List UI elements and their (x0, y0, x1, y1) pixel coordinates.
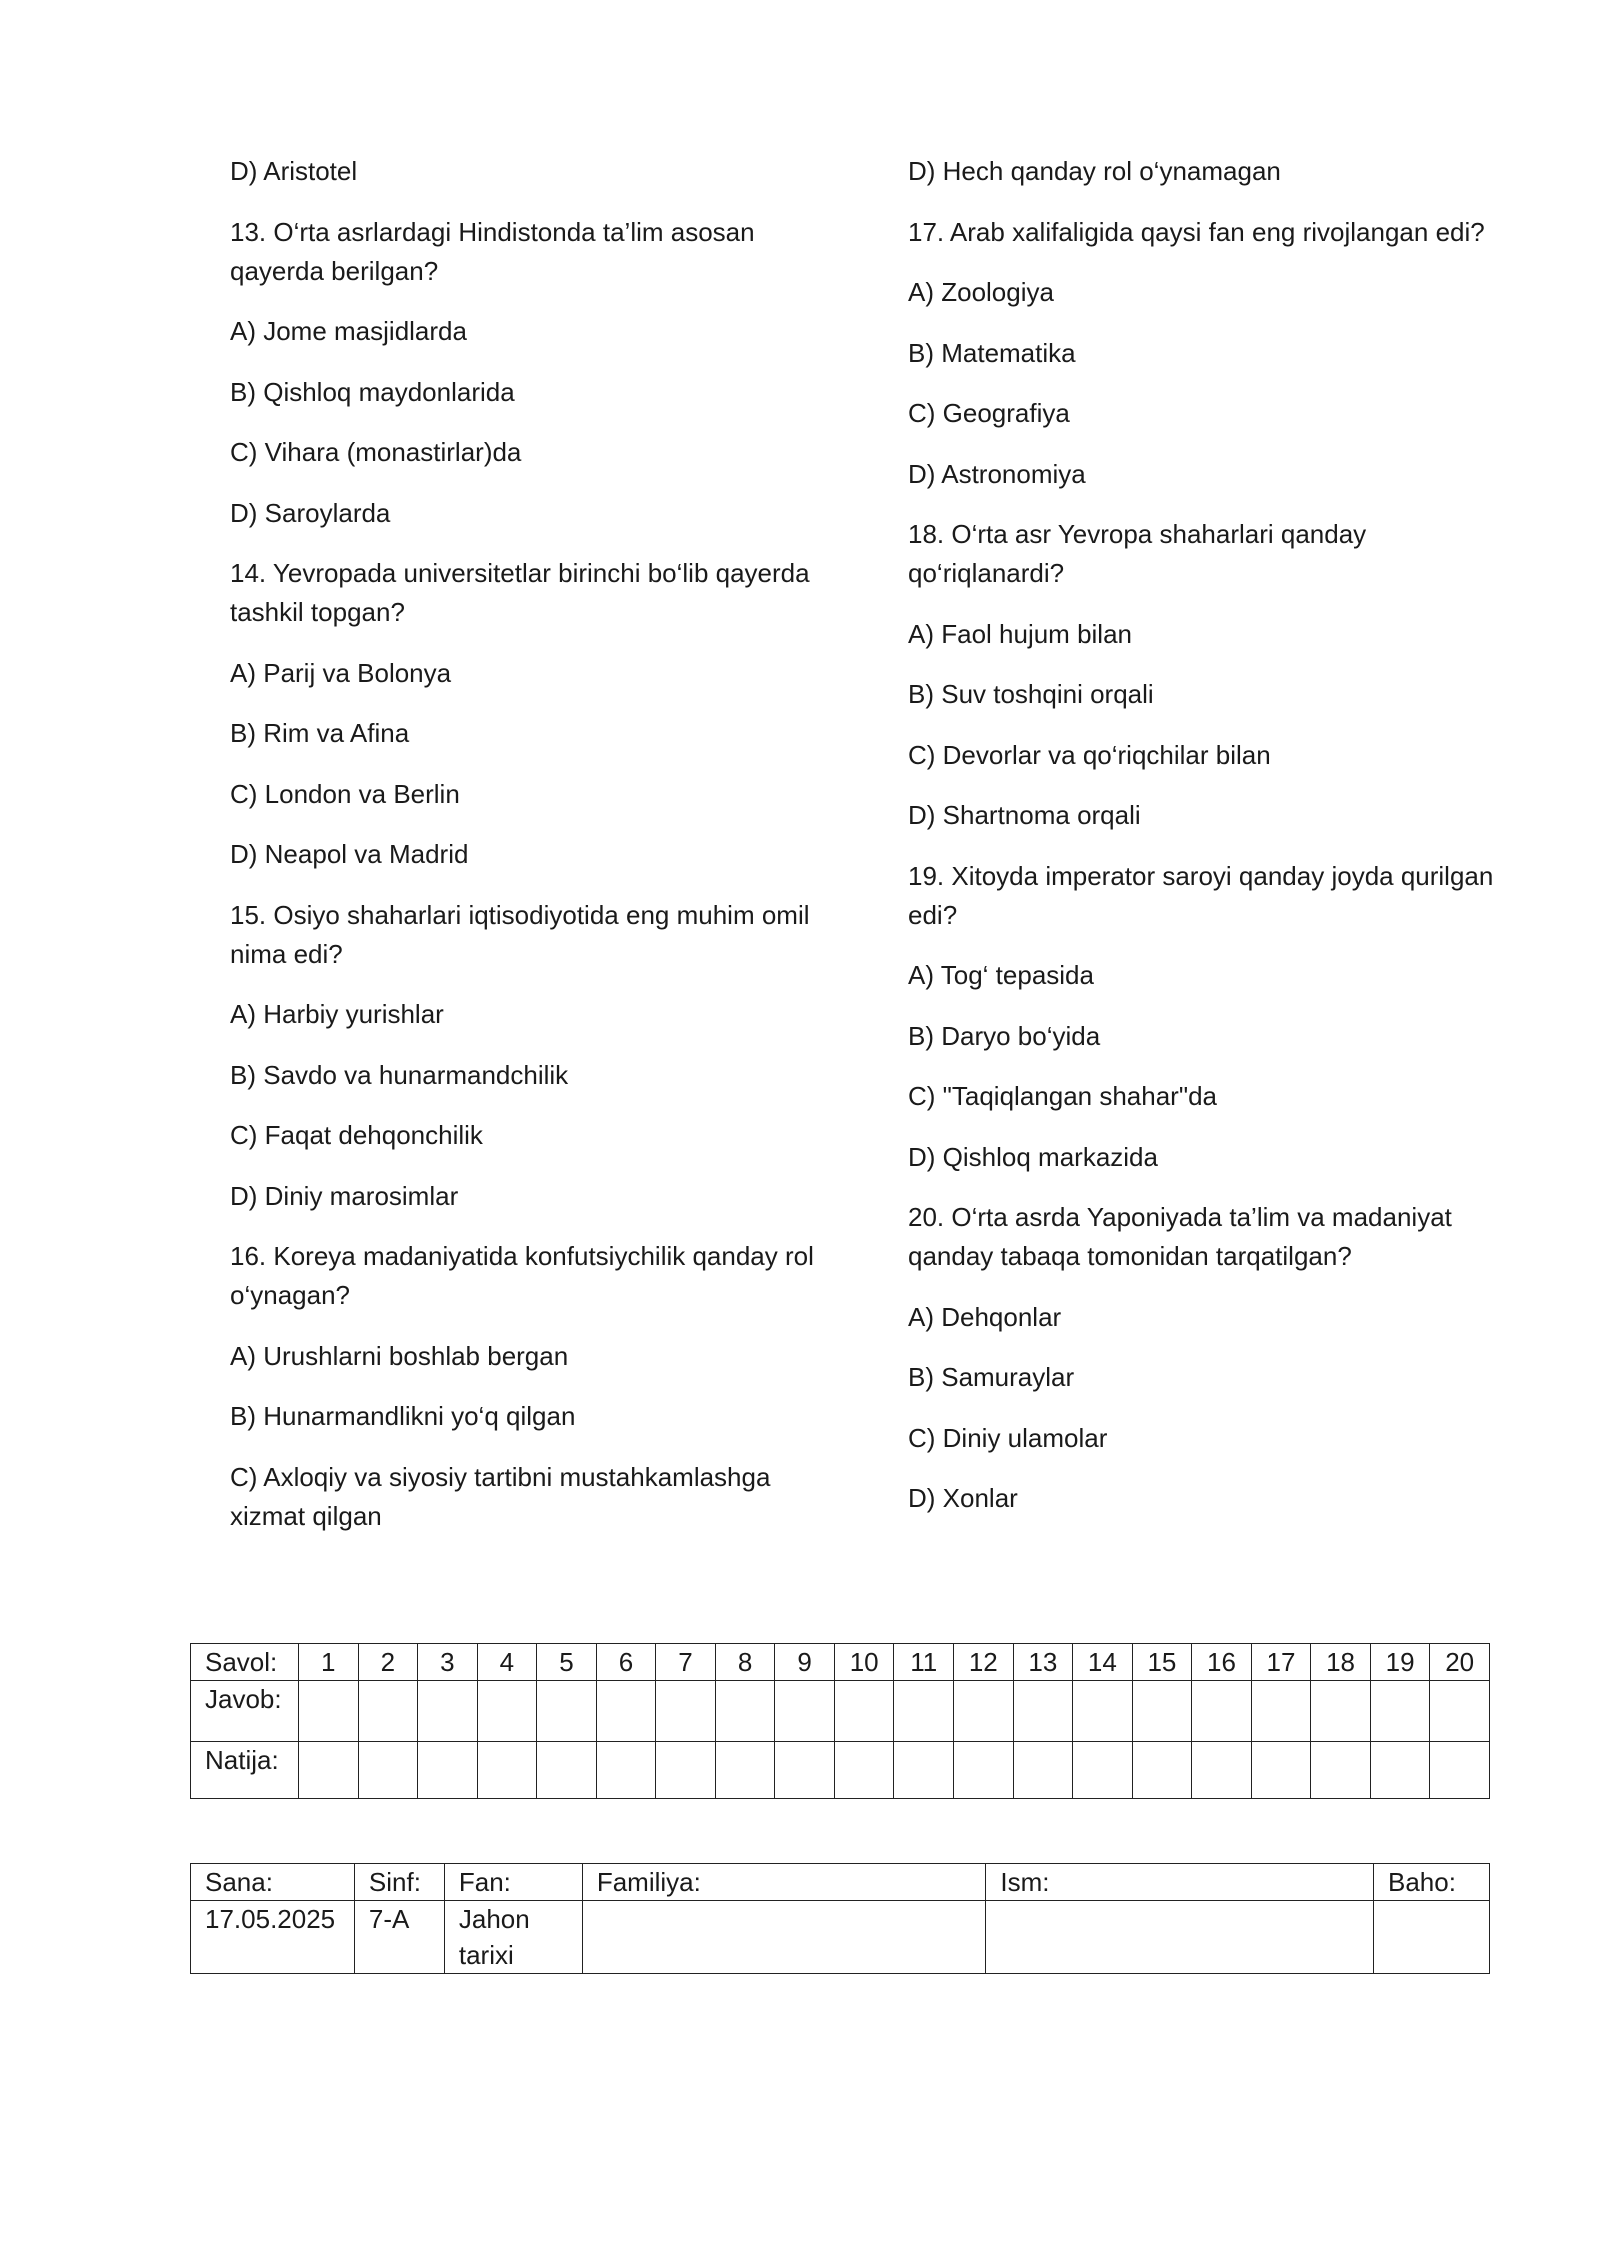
answer-option: A) Parij va Bolonya (230, 657, 452, 688)
javob-label: Javob: (191, 1681, 299, 1742)
javob-cell[interactable] (1311, 1681, 1371, 1742)
question-text: 14. Yevropada universitetlar birinchi bo‘lib qayerda tashkil topgan? (230, 558, 810, 627)
question-number: 19 (1370, 1644, 1430, 1681)
question-number: 11 (894, 1644, 954, 1681)
answer-option: D) Saroylarda (230, 497, 391, 528)
question-number: 6 (596, 1644, 656, 1681)
question-number: 18 (1311, 1644, 1371, 1681)
answer-option: B) Hunarmandlikni yo‘q qilgan (230, 1401, 576, 1431)
javob-cell[interactable] (834, 1681, 894, 1742)
natija-cell[interactable] (834, 1742, 894, 1799)
ism-header: Ism: (986, 1864, 1374, 1901)
answer-option: B) Suv toshqini orqali (908, 679, 1154, 709)
answer-grid (190, 1643, 1490, 1799)
answer-option: B) Rim va Afina (230, 718, 410, 748)
natija-cell[interactable] (1013, 1742, 1073, 1799)
answer-option: D) Astronomiya (908, 458, 1086, 489)
natija-cell[interactable] (358, 1742, 418, 1799)
natija-cell[interactable] (298, 1742, 358, 1799)
javob-cell[interactable] (1073, 1681, 1133, 1742)
answer-option: C) Geografiya (908, 398, 1070, 428)
question-number: 15 (1132, 1644, 1192, 1681)
answer-option: C) "Taqiqlangan shahar"da (908, 1081, 1217, 1111)
javob-cell[interactable] (298, 1681, 358, 1742)
javob-cell[interactable] (358, 1681, 418, 1742)
natija-cell[interactable] (775, 1742, 835, 1799)
fan-value: Jahon tarixi (444, 1901, 582, 1974)
question-text: 18. O‘rta asr Yevropa shaharlari qanday qo‘riqlanardi? (908, 519, 1367, 588)
answer-option: B) Matematika (908, 337, 1076, 368)
question-number: 12 (954, 1644, 1014, 1681)
info-table (190, 1863, 1490, 1974)
info-value-row (191, 1901, 1490, 1974)
savol-label: Savol: (191, 1644, 299, 1681)
answer-option: A) Harbiy yurishlar (230, 999, 444, 1029)
javob-cell[interactable] (1192, 1681, 1252, 1742)
natija-cell[interactable] (1370, 1742, 1430, 1799)
question-text: 15. Osiyo shaharlari iqtisodiyotida eng muhim omil nima edi? (230, 899, 810, 969)
question-number: 1 (298, 1644, 358, 1681)
question-number: 9 (775, 1644, 835, 1681)
natija-cell[interactable] (1311, 1742, 1371, 1799)
answer-option: C) Vihara (monastirlar)da (230, 437, 522, 467)
answer-option: D) Neapol va Madrid (230, 839, 469, 869)
answer-option: D) Xonlar (908, 1483, 1018, 1513)
answer-option: D) Aristotel (230, 156, 358, 186)
question-text: 20. O‘rta asrda Yaponiyada ta’lim va madaniyat qanday tabaqa tomonidan tarqatilgan? (908, 1202, 1452, 1271)
natija-cell[interactable] (1251, 1742, 1311, 1799)
natija-label: Natija: (191, 1742, 299, 1799)
javob-cell[interactable] (1370, 1681, 1430, 1742)
answer-option: D) Diniy marosimlar (230, 1180, 459, 1211)
answer-option: D) Hech qanday rol o‘ynamagan (908, 156, 1281, 186)
question-number: 17 (1251, 1644, 1311, 1681)
answer-option: C) Axloqiy va siyosiy tartibni mustahkamlashga xizmat qilgan (230, 1461, 771, 1531)
javob-cell[interactable] (775, 1681, 835, 1742)
answer-option: D) Shartnoma orqali (908, 800, 1141, 830)
question-number: 10 (834, 1644, 894, 1681)
ism-value (986, 1901, 1374, 1974)
question-text: 16. Koreya madaniyatida konfutsiychilik qanday rol o‘ynagan? (230, 1241, 814, 1310)
javob-cell[interactable] (1251, 1681, 1311, 1742)
answer-option: C) Diniy ulamolar (908, 1422, 1108, 1453)
answer-option: D) Qishloq markazida (908, 1141, 1158, 1172)
natija-cell[interactable] (656, 1742, 716, 1799)
familiya-value (582, 1901, 986, 1974)
sinf-value: 7-A (354, 1901, 444, 1974)
natija-cell[interactable] (1430, 1742, 1490, 1799)
javob-cell[interactable] (537, 1681, 597, 1742)
answer-option: A) Urushlarni boshlab bergan (230, 1340, 569, 1371)
fan-header: Fan: (444, 1864, 582, 1901)
answer-option: B) Qishloq maydonlarida (230, 376, 515, 407)
answer-option: C) Devorlar va qo‘riqchilar bilan (908, 739, 1271, 770)
left-column (230, 152, 830, 1557)
question-number: 5 (537, 1644, 597, 1681)
info-header-row (191, 1864, 1490, 1901)
question-text: 17. Arab xalifaligida qaysi fan eng rivojlangan edi? (908, 216, 1485, 247)
natija-row (191, 1742, 1490, 1799)
question-number: 13 (1013, 1644, 1073, 1681)
question-text: 13. O‘rta asrlardagi Hindistonda ta’lim asosan qayerda berilgan? (230, 216, 755, 286)
natija-cell[interactable] (894, 1742, 954, 1799)
javob-cell[interactable] (894, 1681, 954, 1742)
javob-cell[interactable] (954, 1681, 1014, 1742)
answer-option: A) Zoologiya (908, 277, 1054, 307)
sana-value: 17.05.2025 (191, 1901, 355, 1974)
familiya-header: Familiya: (582, 1864, 986, 1901)
answer-option: A) Tog‘ tepasida (908, 960, 1094, 990)
javob-cell[interactable] (715, 1681, 775, 1742)
natija-cell[interactable] (596, 1742, 656, 1799)
right-column (908, 152, 1518, 1540)
natija-cell[interactable] (954, 1742, 1014, 1799)
question-number: 3 (418, 1644, 478, 1681)
javob-cell[interactable] (477, 1681, 537, 1742)
answer-option: B) Savdo va hunarmandchilik (230, 1059, 569, 1090)
baho-value (1373, 1901, 1489, 1974)
natija-cell[interactable] (1073, 1742, 1133, 1799)
natija-cell[interactable] (1132, 1742, 1192, 1799)
answer-option: C) London va Berlin (230, 778, 460, 809)
javob-cell[interactable] (656, 1681, 716, 1742)
answer-option: A) Jome masjidlarda (230, 316, 467, 346)
answer-option: A) Dehqonlar (908, 1301, 1062, 1332)
answer-option: B) Daryo bo‘yida (908, 1020, 1101, 1051)
javob-cell[interactable] (1430, 1681, 1490, 1742)
answer-option: B) Samuraylar (908, 1362, 1075, 1392)
answer-option: A) Faol hujum bilan (908, 618, 1132, 649)
sinf-header: Sinf: (354, 1864, 444, 1901)
savol-row (191, 1644, 1490, 1681)
question-text: 19. Xitoyda imperator saroyi qanday joyda qurilgan edi? (908, 860, 1494, 930)
question-number: 2 (358, 1644, 418, 1681)
natija-cell[interactable] (537, 1742, 597, 1799)
question-number: 14 (1073, 1644, 1133, 1681)
question-number: 7 (656, 1644, 716, 1681)
javob-cell[interactable] (1132, 1681, 1192, 1742)
question-number: 4 (477, 1644, 537, 1681)
natija-cell[interactable] (418, 1742, 478, 1799)
javob-row (191, 1681, 1490, 1742)
question-number: 20 (1430, 1644, 1490, 1681)
sana-header: Sana: (191, 1864, 355, 1901)
natija-cell[interactable] (1192, 1742, 1252, 1799)
natija-cell[interactable] (477, 1742, 537, 1799)
answer-option: C) Faqat dehqonchilik (230, 1120, 483, 1150)
javob-cell[interactable] (1013, 1681, 1073, 1742)
javob-cell[interactable] (596, 1681, 656, 1742)
javob-cell[interactable] (418, 1681, 478, 1742)
baho-header: Baho: (1373, 1864, 1489, 1901)
natija-cell[interactable] (715, 1742, 775, 1799)
question-number: 8 (715, 1644, 775, 1681)
question-number: 16 (1192, 1644, 1252, 1681)
